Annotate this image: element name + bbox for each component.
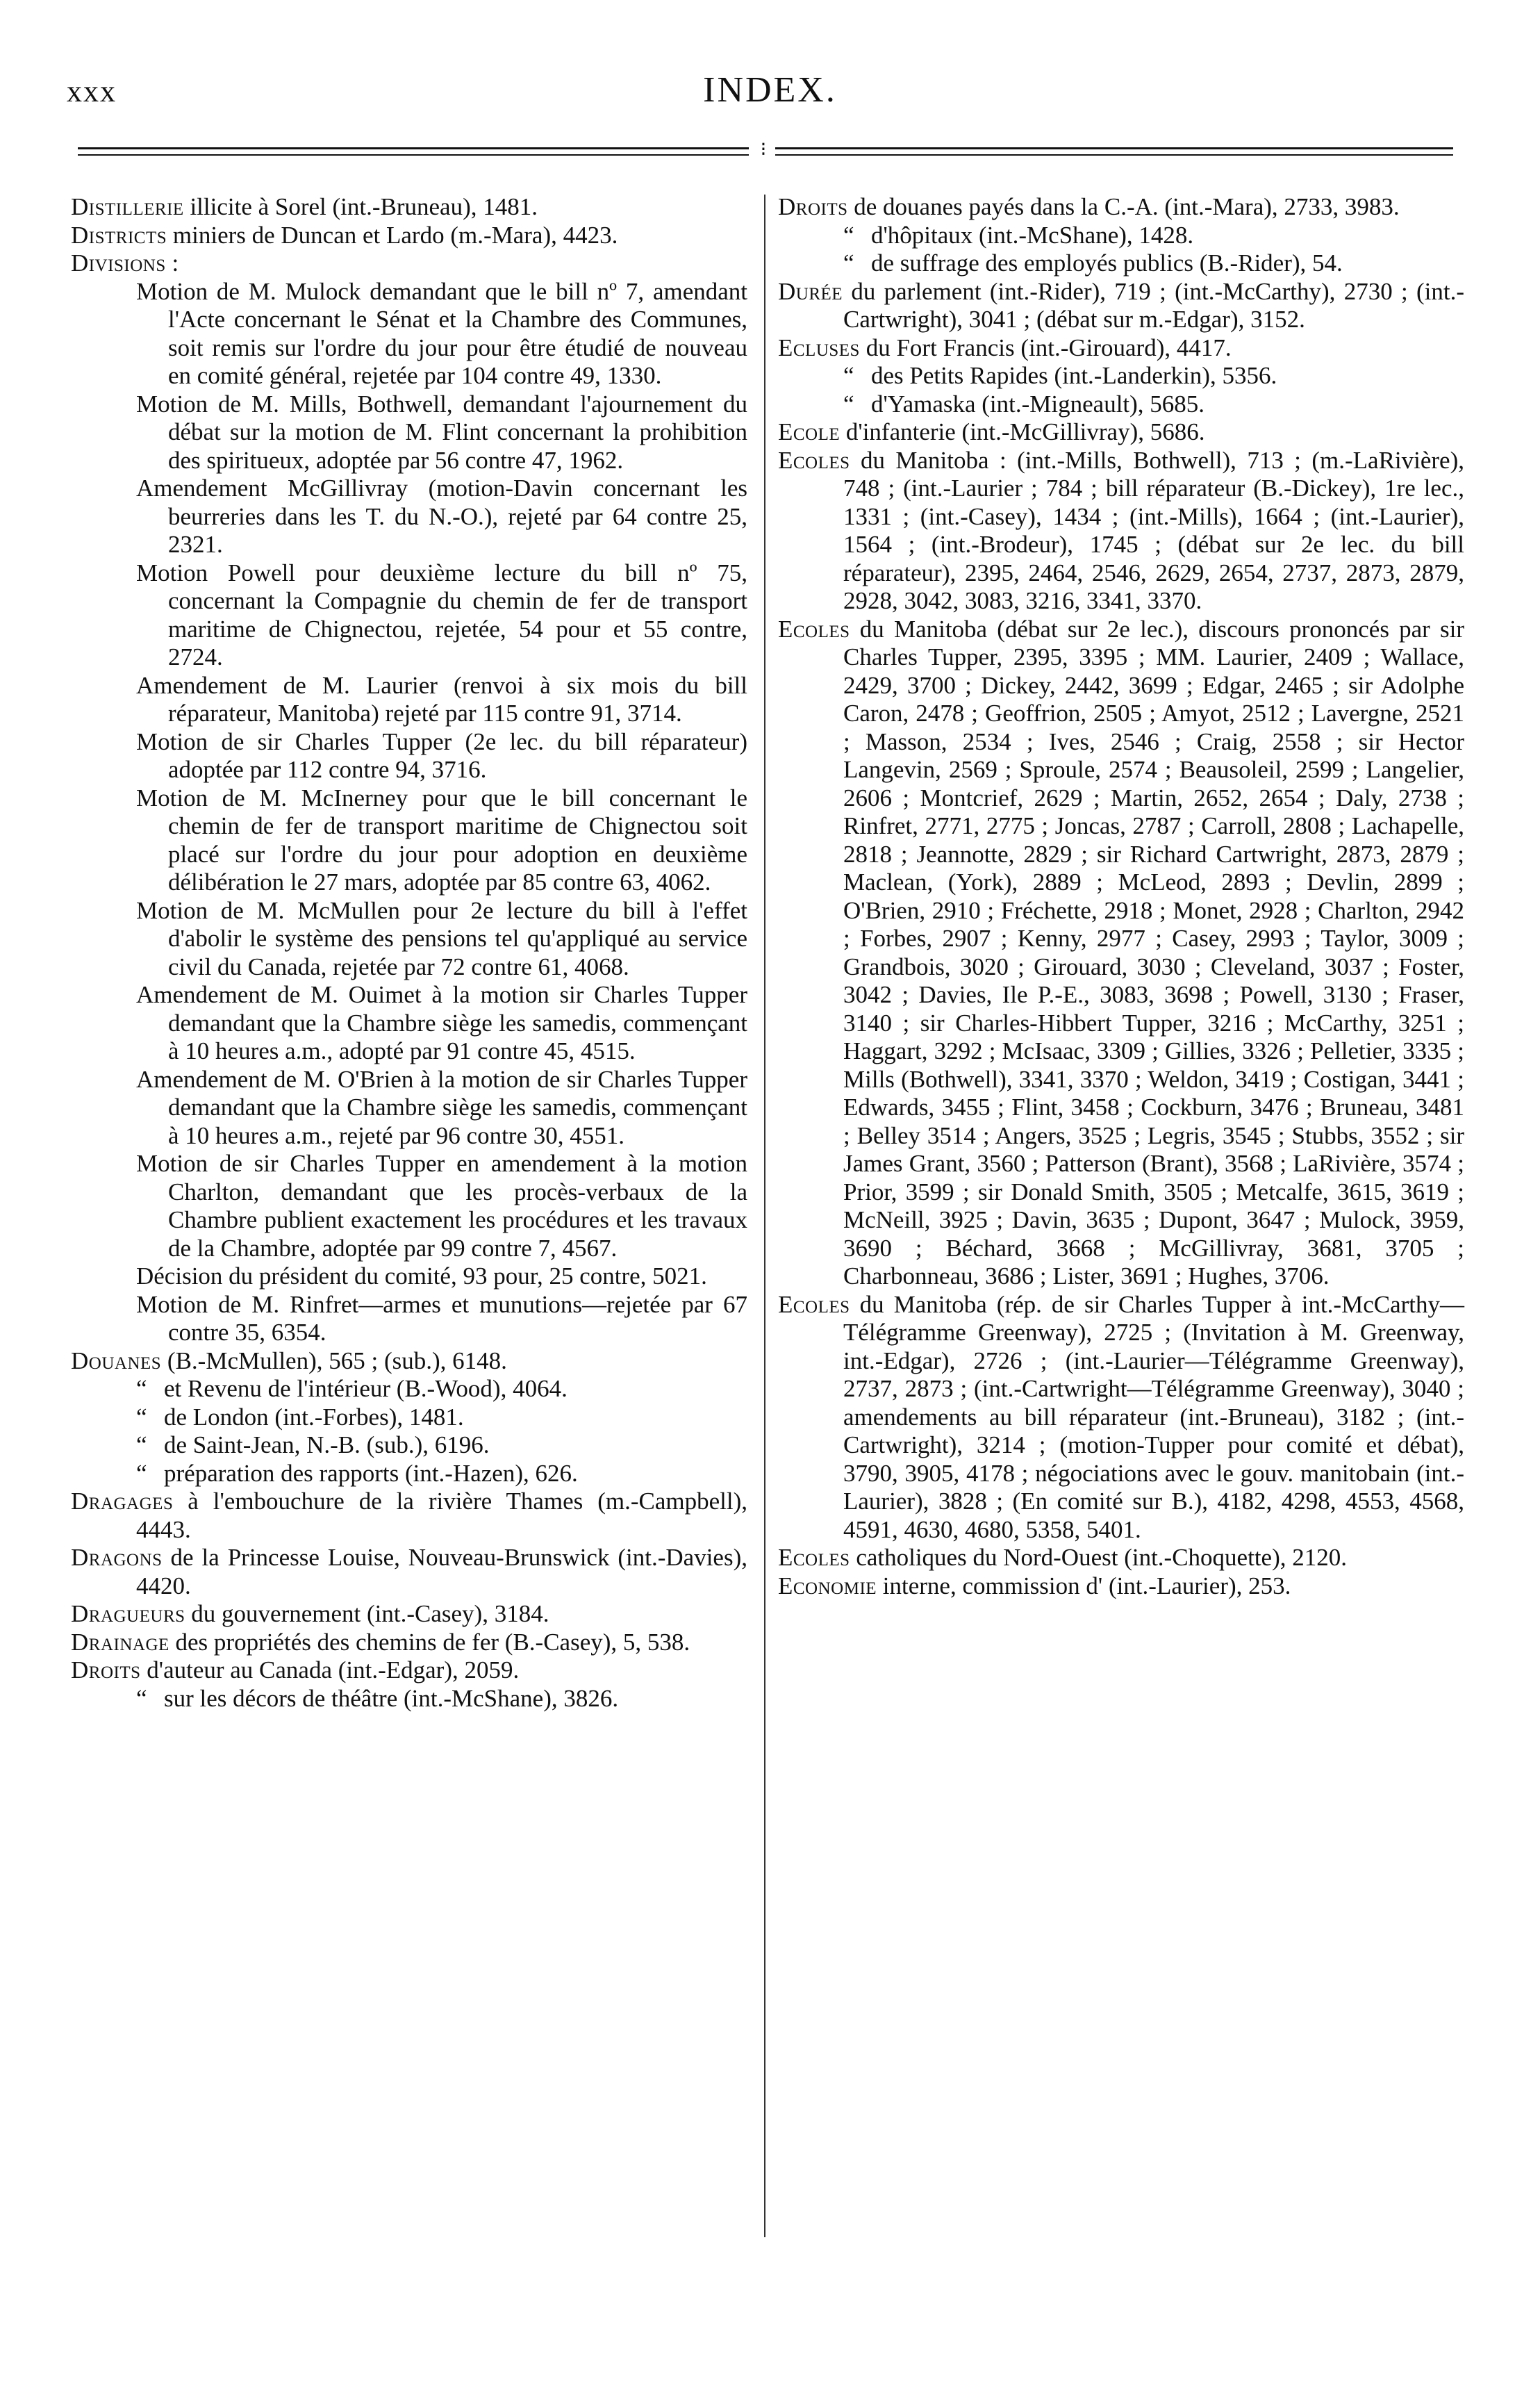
header-rule-left <box>78 147 749 160</box>
index-subentry-ditto <box>71 1685 747 1713</box>
entry-heading: Drainage <box>71 1628 169 1656</box>
ditto-mark: “ <box>136 1431 147 1458</box>
index-subentry-ditto <box>778 390 1464 419</box>
entry-text: du Manitoba (débat sur 2e lec.), discours prononcés par sir Charles Tupper, 2395, 3395 ; MM. Laurier, 2409 ; Wallace, 2429, 3700 ; Dickey, 2442, 3699 ; Edgar, 2465 ; sir Adolphe Caron, 2478 ; Geoffrion, 2505 ; Amyot, 2512 ; Lavergne, 2521 ; Masson, 2534 ; Ives, 2546 ; Craig, 2558 ; sir Hector Langevin, 2569 ; Sproule, 2574 ; Beausoleil, 2599 ; Langelier, 2606 ; Montcrief, 2629 ; Martin, 2652, 2654 ; Daly, 2738 ; Rinfret, 2771, 2775 ; Joncas, 2787 ; Carroll, 2808 ; Lachapelle, 2818 ; Jeannotte, 2829 ; sir Richard Cartwright, 2873, 2879 ; Maclean, (York), 2889 ; McLeod, 2893 ; Devlin, 2899 ; O'Brien, 2910 ; Fréchette, 2918 ; Monet, 2928 ; Charlton, 2942 ; Forbes, 2907 ; Kenny, 2977 ; Casey, 2993 ; Taylor, 3009 ; Grandbois, 3020 ; Girouard, 3030 ; Cleveland, 3037 ; Foster, 3042 ; Davies, Ile P.-E., 3083, 3698 ; Powell, 3130 ; Fraser, 3140 ; sir Charles-Hibbert Tupper, 3216 ; McCarthy, 3251 ; Haggart, 3292 ; McIsaac, 3309 ; Gillies, 3326 ; Pelletier, 3335 ; Mills (Bothwell), 3341, 3370 ; Weldon, 3419 ; Costigan, 3441 ; Edwards, 3455 ; Flint, 3458 ; Cockburn, 3476 ; Bruneau, 3481 ; Belley 3514 ; Angers, 3525 ; Legris, 3545 ; Stubbs, 3552 ; sir James Grant, 3560 ; Patterson (Brant), 3568 ; LaRivière, 3574 ; Prior, 3599 ; sir Donald Smith, 3505 ; Metcalfe, 3615, 3619 ; McNeill, 3925 ; Davin, 3635 ; Dupont, 3647 ; Mulock, 3959, 3690 ; Béchard, 3668 ; McGillivray, 3681, 3705 ; Charbonneau, 3686 ; Lister, 3691 ; Hughes, 3706. <box>843 615 1465 1290</box>
entry-heading: Douanes <box>71 1347 162 1374</box>
page-title: INDEX. <box>703 70 837 110</box>
index-subentry: Motion de sir Charles Tupper (2e lec. du bill réparateur) adoptée par 112 contre 94, 3716. <box>136 727 747 783</box>
entry-heading: Ecluses <box>778 334 860 361</box>
ditto-mark: “ <box>843 390 854 418</box>
entry-text: préparation des rapports (int.-Hazen), 626. <box>164 1459 578 1487</box>
entry-heading: Divisions <box>71 249 166 277</box>
entry-text: de suffrage des employés publics (B.-Rider), 54. <box>871 249 1343 277</box>
entry-text: d'Yamaska (int.-Migneault), 5685. <box>871 390 1205 418</box>
index-subentry-ditto <box>778 362 1464 390</box>
entry-text: du gouvernement (int.-Casey), 3184. <box>191 1600 549 1627</box>
index-entry <box>71 249 747 278</box>
entry-text: de London (int.-Forbes), 1481. <box>164 1403 464 1431</box>
entry-heading: Ecoles <box>778 446 850 474</box>
entry-text: miniers de Duncan et Lardo (m.-Mara), 4423. <box>172 221 618 249</box>
entry-heading: Ecoles <box>778 615 850 643</box>
entry-text: du Manitoba (rép. de sir Charles Tupper à int.-McCarthy—Télégramme Greenway), 2725 ; (Invitation à M. Greenway, int.-Edgar), 2726 ; (int.-Laurier—Télégramme Greenway), 2737, 2873 ; (int.-Cartwright—Télégramme Greenway), 3040 ; amendements au bill réparateur (int.-Bruneau), 3182 ; (int.-Cartwright), 3214 ; (motion-Tupper pour comité et débat), 3790, 3905, 4178 ; négociations avec le gouv. manitobain (int.-Laurier), 3828 ; (En comité sur B.), 4182, 4298, 4553, 4568, 4591, 4630, 4680, 5358, 5401. <box>843 1290 1464 1543</box>
index-subentry-ditto <box>778 249 1464 278</box>
entry-heading: Dragages <box>71 1488 174 1515</box>
entry-heading: Economie <box>778 1572 877 1599</box>
entry-text: d'hôpitaux (int.-McShane), 1428. <box>871 221 1194 249</box>
index-subentry: Amendement McGillivray (motion-Davin concernant les beurreries dans les T. du N.-O.), rejeté par 64 contre 25, 2321. <box>136 475 747 558</box>
entry-text: de Saint-Jean, N.-B. (sub.), 6196. <box>164 1431 490 1458</box>
entry-text: des Petits Rapides (int.-Landerkin), 5356. <box>871 362 1277 389</box>
index-entry <box>71 1347 747 1376</box>
index-subentry: Motion de M. Mulock demandant que le bill nº 7, amendant l'Acte concernant le Sénat et la Chambre des Communes, soit remis sur l'ordre du jour pour être étudié de nouveau en comité général, rejetée par 104 contre 49, 1330. <box>136 277 747 389</box>
index-entry <box>71 1488 747 1544</box>
entry-text: du parlement (int.-Rider), 719 ; (int.-McCarthy), 2730 ; (int.-Cartwright), 3041 ; (débat sur m.-Edgar), 3152. <box>843 277 1465 333</box>
index-subentry: Amendement de M. Ouimet à la motion sir Charles Tupper demandant que la Chambre siège les samedis, commençant à 10 heures a.m., adopté par 91 contre 45, 4515. <box>136 981 747 1064</box>
entry-text: : <box>172 249 179 277</box>
header-rule <box>78 139 1453 175</box>
entry-text: interne, commission d' (int.-Laurier), 253. <box>882 1572 1291 1599</box>
entry-text: à l'embouchure de la rivière Thames (m.-Campbell), 4443. <box>136 1488 748 1543</box>
index-subentry-ditto <box>71 1460 747 1488</box>
index-entry <box>71 1656 747 1685</box>
ditto-mark: “ <box>843 362 854 389</box>
index-entry <box>778 334 1464 363</box>
index-entry <box>778 1572 1464 1601</box>
index-entry <box>71 1629 747 1657</box>
entry-heading: Droits <box>71 1656 141 1683</box>
entry-text: et Revenu de l'intérieur (B.-Wood), 4064. <box>164 1375 568 1402</box>
ditto-mark: “ <box>843 249 854 277</box>
index-subentry: Motion de M. Rinfret—armes et munutions—rejetée par 67 contre 35, 6354. <box>136 1290 747 1346</box>
index-subentry-ditto <box>71 1403 747 1432</box>
index-entry <box>778 1544 1464 1572</box>
index-entry <box>778 193 1464 222</box>
entry-heading: Ecoles <box>778 1544 850 1571</box>
index-subentry: Motion Powell pour deuxième lecture du bill nº 75, concernant la Compagnie du chemin de fer de transport maritime de Chignectou, rejetée, 54 pour et 55 contre, 2724. <box>136 559 747 670</box>
index-entry <box>778 1291 1464 1545</box>
header-rule-ornament: ⁝ <box>760 139 765 160</box>
entry-heading: Distillerie <box>71 193 184 220</box>
entry-heading: Ecoles <box>778 1290 850 1318</box>
index-entry <box>71 1600 747 1629</box>
index-subentry: Amendement de M. O'Brien à la motion de sir Charles Tupper demandant que la Chambre siège les samedis, commençant à 10 heures a.m., rejeté par 96 contre 30, 4551. <box>136 1065 747 1149</box>
entry-heading: Durée <box>778 277 843 305</box>
entry-heading: Dragons <box>71 1544 163 1571</box>
index-entry <box>778 418 1464 447</box>
entry-text: catholiques du Nord-Ouest (int.-Choquette), 2120. <box>856 1544 1347 1571</box>
index-entry <box>778 616 1464 1291</box>
ditto-mark: “ <box>136 1459 147 1487</box>
entry-heading: Droits <box>778 193 848 220</box>
index-column-left <box>71 193 747 1713</box>
page-number: xxx <box>67 74 117 108</box>
entry-text: d'auteur au Canada (int.-Edgar), 2059. <box>147 1656 520 1683</box>
index-subentry-ditto <box>778 222 1464 250</box>
entry-text: sur les décors de théâtre (int.-McShane), 3826. <box>164 1684 619 1712</box>
entry-text: des propriétés des chemins de fer (B.-Casey), 5, 538. <box>175 1628 690 1656</box>
column-divider <box>764 195 765 2237</box>
entry-text: de douanes payés dans la C.-A. (int.-Mara), 2733, 3983. <box>854 193 1400 220</box>
index-subentry: Motion de M. McInerney pour que le bill concernant le chemin de fer de transport maritime de Chignectou soit placé sur l'ordre du jour pour adoption en deuxième délibération le 27 mars, adoptée par 85 contre 63, 4062. <box>136 784 747 896</box>
index-subentry: Motion de M. McMullen pour 2e lecture du bill à l'effet d'abolir le système des pensions tel qu'appliqué au service civil du Canada, rejetée par 72 contre 61, 4068. <box>136 896 747 980</box>
index-subentry: Motion de M. Mills, Bothwell, demandant l'ajournement du débat sur la motion de M. Flint concernant la prohibition des spiritueux, adoptée par 56 contre 47, 1962. <box>136 390 747 474</box>
entry-heading: Ecole <box>778 418 841 445</box>
entry-text: illicite à Sorel (int.-Bruneau), 1481. <box>190 193 538 220</box>
ditto-mark: “ <box>136 1375 147 1402</box>
entry-text: (B.-McMullen), 565 ; (sub.), 6148. <box>167 1347 507 1374</box>
index-column-right <box>778 193 1464 1600</box>
header-rule-right <box>775 147 1453 160</box>
entry-text: d'infanterie (int.-McGillivray), 5686. <box>845 418 1205 445</box>
index-subentry: Motion de sir Charles Tupper en amendement à la motion Charlton, demandant que les procès-verbaux de la Chambre publient exactement les procédures et les travaux de la Chambre, adoptée par 99 contre 7, 4567. <box>136 1150 747 1262</box>
index-entry <box>778 278 1464 334</box>
index-entry <box>71 193 747 222</box>
index-subentry: Décision du président du comité, 93 pour, 25 contre, 5021. <box>136 1262 707 1290</box>
index-entry <box>71 1544 747 1600</box>
entry-heading: Dragueurs <box>71 1600 185 1627</box>
index-subentry-ditto <box>71 1431 747 1460</box>
index-entry <box>71 222 747 250</box>
index-subentry: Amendement de M. Laurier (renvoi à six mois du bill réparateur, Manitoba) rejeté par 115 contre 91, 3714. <box>136 671 747 727</box>
ditto-mark: “ <box>136 1684 147 1712</box>
entry-text: du Fort Francis (int.-Girouard), 4417. <box>866 334 1232 361</box>
entry-heading: Districts <box>71 221 167 249</box>
entry-text: de la Princesse Louise, Nouveau-Brunswick (int.-Davies), 4420. <box>136 1544 747 1599</box>
entry-text: du Manitoba : (int.-Mills, Bothwell), 713 ; (m.-LaRivière), 748 ; (int.-Laurier ; 784 ; bill réparateur (B.-Dickey), 1re lec., 1331 ; (int.-Casey), 1434 ; (int.-Mills), 1664 ; (int.-Laurier), 1564 ; (int.-Brodeur), 1745 ; (débat sur 2e lec. du bill réparateur), 2395, 2464, 2546, 2629, 2654, 2737, 2873, 2879, 2928, 3042, 3083, 3216, 3341, 3370. <box>843 446 1464 614</box>
ditto-mark: “ <box>843 221 854 249</box>
index-subentry-ditto <box>71 1375 747 1403</box>
index-entry <box>778 447 1464 616</box>
ditto-mark: “ <box>136 1403 147 1431</box>
